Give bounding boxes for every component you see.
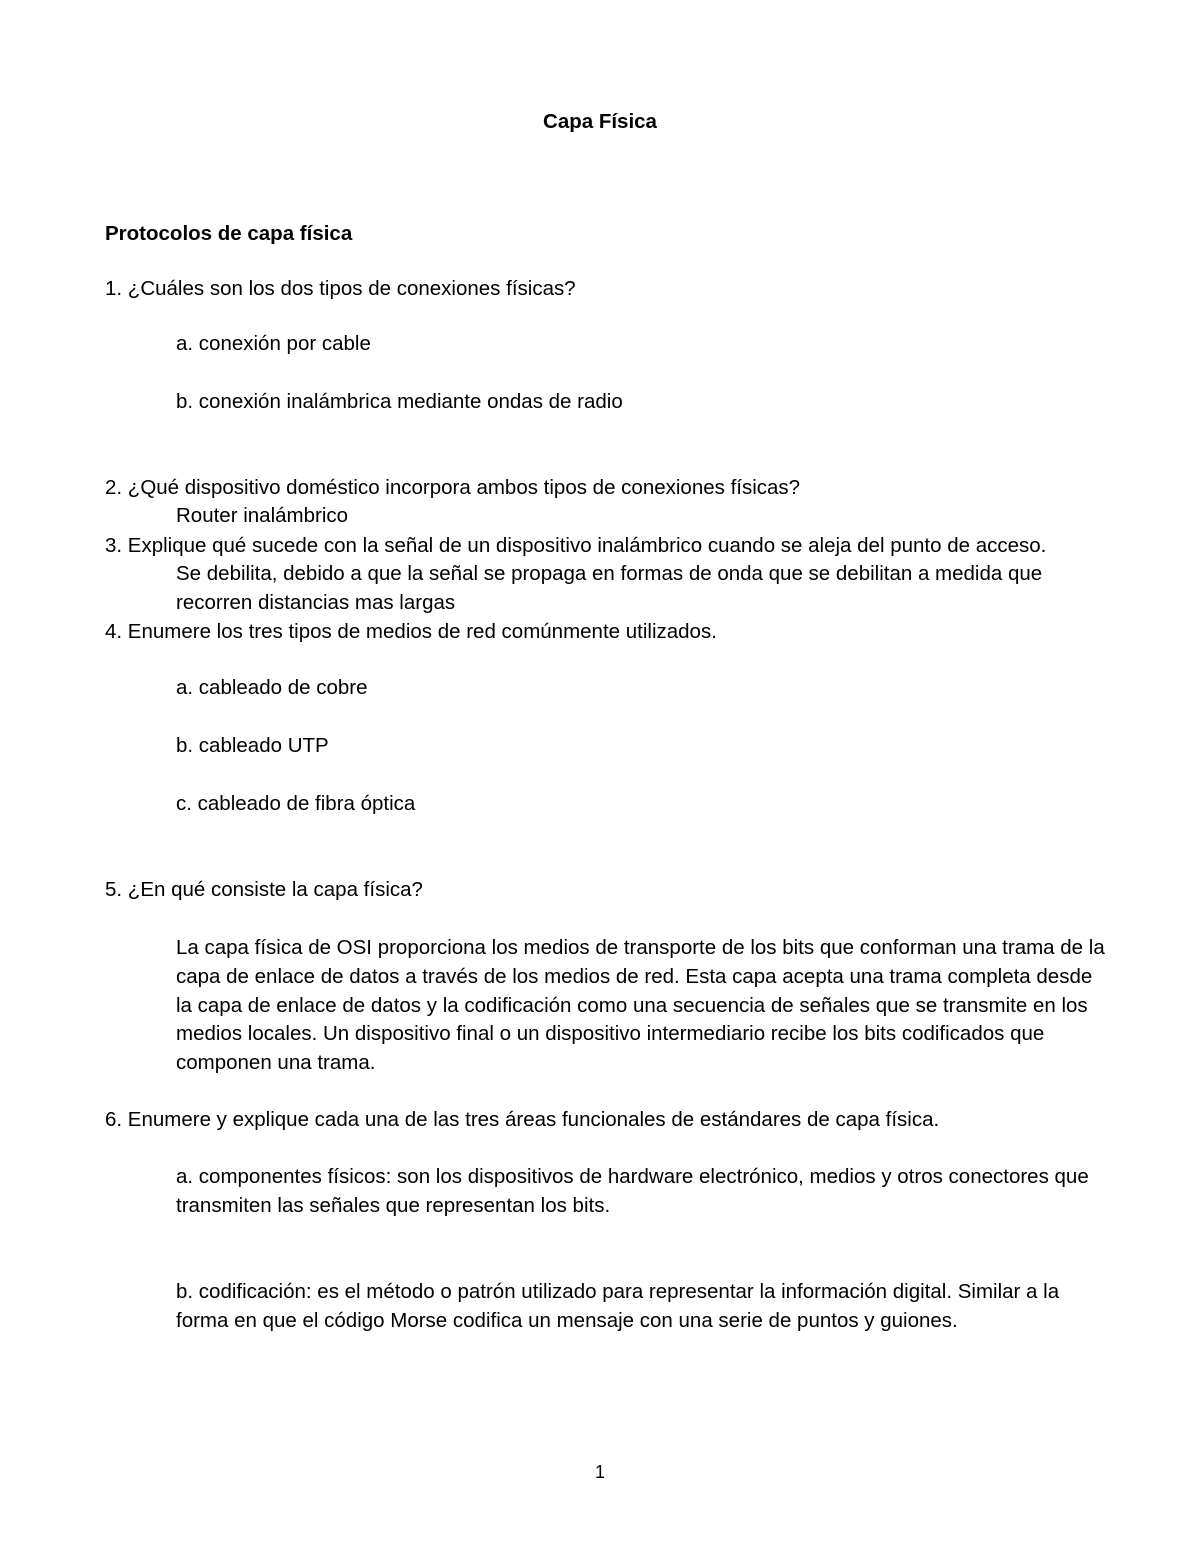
answer-6a: a. componentes físicos: son los dispositivos de hardware electrónico, medios y otros conectores que transmiten las señales que representan los bits. (176, 1165, 1089, 1217)
answer-4b: b. cableado UTP (176, 734, 329, 757)
answer-5: La capa física de OSI proporciona los medios de transporte de los bits que conforman una trama de la capa de enlace de datos a través de los medios de red. Esta capa acepta una trama completa desde la capa de enlace de datos y la codificación como una secuencia de señales que se transmite en los medios locales. Un dispositivo final o un dispositivo intermediario recibe los bits codificados que componen una trama. (176, 936, 1105, 1075)
answer-1a: a. conexión por cable (176, 332, 371, 355)
answer-4a: a. cableado de cobre (176, 676, 368, 699)
answer-4c: c. cableado de fibra óptica (176, 792, 416, 815)
answer-6b: b. codificación: es el método o patrón utilizado para representar la información digital. Similar a la forma en que el código Morse codifica un mensaje con una serie de puntos y guiones. (176, 1280, 1060, 1332)
question-3: 3. Explique qué sucede con la señal de un dispositivo inalámbrico cuando se aleja del punto de acceso. (105, 534, 1047, 557)
answer-2: Router inalámbrico (176, 504, 349, 527)
question-6: 6. Enumere y explique cada una de las tres áreas funcionales de estándares de capa física. (105, 1108, 940, 1131)
answer-3: Se debilita, debido a que la señal se propaga en formas de onda que se debilitan a medida que recorren distancias mas largas (176, 562, 1043, 614)
document-title: Capa Física (543, 110, 657, 133)
section-heading: Protocolos de capa física (105, 222, 353, 245)
page-number: 1 (594, 1462, 605, 1482)
answer-1b: b. conexión inalámbrica mediante ondas de radio (176, 390, 623, 413)
question-4: 4. Enumere los tres tipos de medios de red comúnmente utilizados. (105, 620, 717, 643)
question-1: 1. ¿Cuáles son los dos tipos de conexiones físicas? (105, 277, 576, 300)
question-5: 5. ¿En qué consiste la capa física? (105, 878, 423, 901)
question-2: 2. ¿Qué dispositivo doméstico incorpora ambos tipos de conexiones físicas? (105, 476, 801, 499)
